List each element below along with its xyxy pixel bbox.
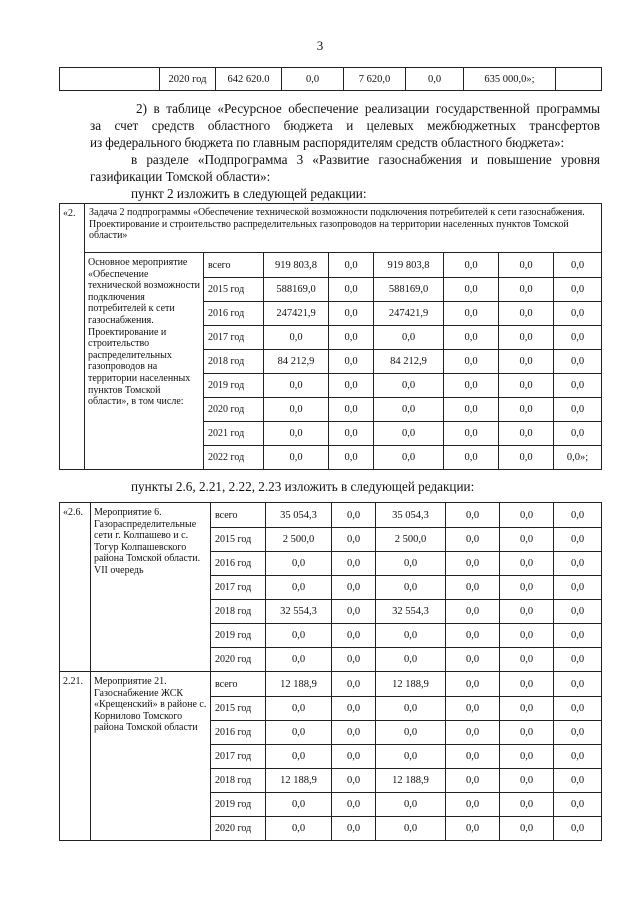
value-cell: 0,0 [266, 793, 332, 817]
value-cell: 0,0 [444, 326, 499, 350]
value-cell: 0,0 [554, 697, 602, 721]
value-cell: 0,0 [446, 648, 500, 672]
value-cell: 0,0 [499, 446, 554, 470]
value-cell: 0,0 [554, 374, 602, 398]
value-cell: 0,0 [499, 374, 554, 398]
value-cell: 0,0 [266, 697, 332, 721]
value-cell: 0,0 [329, 374, 374, 398]
value-cell: 0,0 [266, 817, 332, 841]
value-cell: 0,0 [500, 624, 554, 648]
value-cell: 12 188,9 [266, 769, 332, 793]
top-cell [60, 68, 160, 91]
value-cell: 0,0 [554, 278, 602, 302]
value-cell: 0,0 [499, 326, 554, 350]
value-cell: 0,0 [376, 576, 446, 600]
value-cell: 0,0 [329, 302, 374, 326]
measure-description: Мероприятие 6. Газораспределительные сети г. Колпашево и с. Тогур Колпашевского района Томской области. VII очередь [91, 503, 211, 672]
value-cell: 0,0 [446, 793, 500, 817]
value-cell: 0,0 [264, 398, 329, 422]
year-cell: 2016 год [211, 552, 266, 576]
value-cell: 0,0 [446, 552, 500, 576]
value-cell: 0,0 [329, 422, 374, 446]
value-cell: 0,0 [500, 648, 554, 672]
value-cell: 0,0 [444, 422, 499, 446]
year-cell: 2018 год [211, 600, 266, 624]
value-cell: 0,0 [446, 624, 500, 648]
value-cell: 0,0 [329, 398, 374, 422]
value-cell: 0,0 [554, 769, 602, 793]
page-number: 3 [316, 38, 324, 53]
value-cell: 0,0 [332, 672, 376, 697]
value-cell: 84 212,9 [374, 350, 444, 374]
measure-description: Мероприятие 21. Газоснабжение ЖСК «Крещенский» в районе с. Корнилово Томского района Томской области [91, 672, 211, 841]
value-cell: 0,0 [499, 253, 554, 278]
year-cell: 2021 год [204, 422, 264, 446]
value-cell: 0,0 [376, 552, 446, 576]
top-cell: 0,0 [406, 68, 464, 91]
para-line: за счет средств областного бюджета и целевых межбюджетных трансфертов [90, 118, 600, 133]
value-cell: 0,0 [500, 817, 554, 841]
value-cell: 0,0 [446, 672, 500, 697]
value-cell: 0,0 [374, 326, 444, 350]
value-cell: 0,0 [500, 745, 554, 769]
value-cell: 0,0 [264, 446, 329, 470]
value-cell: 0,0 [266, 552, 332, 576]
value-cell: 0,0 [266, 576, 332, 600]
value-cell: 0,0 [554, 817, 602, 841]
value-cell: 0,0 [376, 793, 446, 817]
value-cell: 0,0 [266, 648, 332, 672]
value-cell: 0,0 [376, 624, 446, 648]
value-cell: 0,0 [499, 302, 554, 326]
year-cell: всего [204, 253, 264, 278]
value-cell: 0,0 [332, 721, 376, 745]
year-cell: 2020 год [204, 398, 264, 422]
value-cell: 0,0 [266, 721, 332, 745]
value-cell: 0,0 [376, 745, 446, 769]
value-cell: 0,0 [332, 576, 376, 600]
row-index: «2. [60, 204, 85, 470]
value-cell: 0,0 [266, 624, 332, 648]
value-cell: 0,0 [332, 648, 376, 672]
value-cell: 0,0 [444, 374, 499, 398]
top-cell: 7 620,0 [344, 68, 406, 91]
value-cell: 0,0 [554, 721, 602, 745]
value-cell: 0,0 [554, 672, 602, 697]
value-cell: 0,0 [332, 817, 376, 841]
top-cell: 2020 год [160, 68, 216, 91]
value-cell: 0,0 [376, 697, 446, 721]
value-cell: 0,0 [376, 817, 446, 841]
value-cell: 0,0 [554, 624, 602, 648]
year-cell: 2020 год [211, 817, 266, 841]
value-cell: 35 054,3 [266, 503, 332, 528]
value-cell: 0,0 [332, 793, 376, 817]
value-cell: 0,0 [376, 721, 446, 745]
value-cell: 0,0 [554, 302, 602, 326]
resource-table-items-2-6-2-21 [59, 502, 602, 841]
value-cell: 0,0 [374, 398, 444, 422]
value-cell: 0,0 [554, 350, 602, 374]
value-cell: 0,0 [329, 326, 374, 350]
value-cell: 0,0 [332, 697, 376, 721]
value-cell: 0,0 [446, 817, 500, 841]
year-cell: всего [211, 503, 266, 528]
value-cell: 0,0 [446, 721, 500, 745]
value-cell: 0,0 [374, 422, 444, 446]
value-cell: 0,0 [500, 503, 554, 528]
value-cell: 0,0 [500, 576, 554, 600]
value-cell: 0,0 [500, 721, 554, 745]
year-cell: 2017 год [211, 745, 266, 769]
value-cell: 0,0 [264, 374, 329, 398]
value-cell: 0,0 [554, 398, 602, 422]
value-cell: 0,0»; [554, 446, 602, 470]
top-cell: 635 000,0»; [464, 68, 556, 91]
value-cell: 0,0 [500, 552, 554, 576]
value-cell: 0,0 [500, 697, 554, 721]
value-cell: 12 188,9 [376, 672, 446, 697]
value-cell: 0,0 [446, 576, 500, 600]
year-cell: 2015 год [211, 528, 266, 552]
value-cell: 0,0 [554, 793, 602, 817]
value-cell: 0,0 [500, 672, 554, 697]
value-cell: 0,0 [332, 503, 376, 528]
para-line: пункт 2 изложить в следующей редакции: [131, 186, 367, 201]
value-cell: 0,0 [444, 302, 499, 326]
value-cell: 0,0 [264, 422, 329, 446]
row-index: «2.6. [60, 503, 91, 672]
value-cell: 919 803,8 [374, 253, 444, 278]
row-index: 2.21. [60, 672, 91, 841]
value-cell: 247421,9 [264, 302, 329, 326]
value-cell: 0,0 [554, 745, 602, 769]
value-cell: 0,0 [332, 552, 376, 576]
value-cell: 0,0 [332, 528, 376, 552]
value-cell: 0,0 [376, 648, 446, 672]
value-cell: 32 554,3 [376, 600, 446, 624]
value-cell: 0,0 [554, 576, 602, 600]
year-cell: 2017 год [211, 576, 266, 600]
value-cell: 0,0 [554, 326, 602, 350]
value-cell: 919 803,8 [264, 253, 329, 278]
value-cell: 0,0 [329, 446, 374, 470]
value-cell: 0,0 [554, 528, 602, 552]
value-cell: 0,0 [446, 745, 500, 769]
value-cell: 0,0 [499, 350, 554, 374]
resource-table-item-2 [59, 203, 602, 470]
year-cell: 2019 год [211, 793, 266, 817]
value-cell: 0,0 [446, 769, 500, 793]
para-line: 2) в таблице «Ресурсное обеспечение реализации государственной программы [136, 101, 600, 116]
top-cell: 0,0 [282, 68, 344, 91]
year-cell: 2019 год [204, 374, 264, 398]
value-cell: 247421,9 [374, 302, 444, 326]
year-cell: 2015 год [211, 697, 266, 721]
top-cell: 642 620.0 [216, 68, 282, 91]
year-cell: 2016 год [211, 721, 266, 745]
year-cell: 2022 год [204, 446, 264, 470]
value-cell: 0,0 [329, 253, 374, 278]
value-cell: 2 500,0 [266, 528, 332, 552]
year-cell: 2015 год [204, 278, 264, 302]
value-cell: 0,0 [554, 422, 602, 446]
para-line: пункты 2.6, 2.21, 2.22, 2.23 изложить в следующей редакции: [131, 479, 475, 494]
year-cell: 2018 год [204, 350, 264, 374]
value-cell: 12 188,9 [376, 769, 446, 793]
value-cell: 0,0 [329, 278, 374, 302]
top-fragment-table [59, 67, 602, 91]
year-cell: всего [211, 672, 266, 697]
value-cell: 12 188,9 [266, 672, 332, 697]
value-cell: 0,0 [446, 528, 500, 552]
value-cell: 0,0 [554, 503, 602, 528]
value-cell: 0,0 [499, 278, 554, 302]
value-cell: 0,0 [266, 745, 332, 769]
year-cell: 2020 год [211, 648, 266, 672]
value-cell: 0,0 [329, 350, 374, 374]
value-cell: 0,0 [446, 503, 500, 528]
measure-description: Основное мероприятие «Обеспечение технической возможности подключения потребителей к сети газоснабжения. Проектирование и строительство распределительных газопроводов на территории населенных пунктов Томской области», в том числе: [85, 253, 204, 470]
year-cell: 2016 год [204, 302, 264, 326]
value-cell: 0,0 [374, 446, 444, 470]
value-cell: 0,0 [444, 278, 499, 302]
value-cell: 0,0 [444, 398, 499, 422]
year-cell: 2019 год [211, 624, 266, 648]
para-line: газификации Томской области»: [90, 169, 271, 184]
value-cell: 2 500,0 [376, 528, 446, 552]
value-cell: 0,0 [332, 769, 376, 793]
value-cell: 0,0 [444, 350, 499, 374]
value-cell: 0,0 [444, 446, 499, 470]
value-cell: 0,0 [500, 793, 554, 817]
value-cell: 588169,0 [374, 278, 444, 302]
value-cell: 0,0 [500, 600, 554, 624]
value-cell: 0,0 [554, 552, 602, 576]
value-cell: 0,0 [554, 648, 602, 672]
value-cell: 84 212,9 [264, 350, 329, 374]
value-cell: 35 054,3 [376, 503, 446, 528]
value-cell: 0,0 [264, 326, 329, 350]
value-cell: 0,0 [444, 253, 499, 278]
value-cell: 0,0 [499, 422, 554, 446]
value-cell: 0,0 [499, 398, 554, 422]
para-line: из федерального бюджета по главным распорядителям средств областного бюджета»: [90, 135, 565, 150]
value-cell: 0,0 [500, 528, 554, 552]
para-line: в разделе «Подпрограмма 3 «Развитие газоснабжения и повышение уровня [131, 152, 600, 167]
value-cell: 0,0 [500, 769, 554, 793]
task-description: Задача 2 подпрограммы «Обеспечение технической возможности подключения потребителей к сети газоснабжения. Проектирование и строительство распределительных газопроводов на территории населенных пунктов Томской области» [85, 204, 602, 253]
value-cell: 0,0 [332, 624, 376, 648]
value-cell: 32 554,3 [266, 600, 332, 624]
value-cell: 0,0 [446, 600, 500, 624]
value-cell: 0,0 [374, 374, 444, 398]
value-cell: 0,0 [554, 600, 602, 624]
value-cell: 0,0 [332, 745, 376, 769]
value-cell: 588169,0 [264, 278, 329, 302]
value-cell: 0,0 [446, 697, 500, 721]
top-cell [556, 68, 602, 91]
year-cell: 2018 год [211, 769, 266, 793]
value-cell: 0,0 [554, 253, 602, 278]
year-cell: 2017 год [204, 326, 264, 350]
value-cell: 0,0 [332, 600, 376, 624]
